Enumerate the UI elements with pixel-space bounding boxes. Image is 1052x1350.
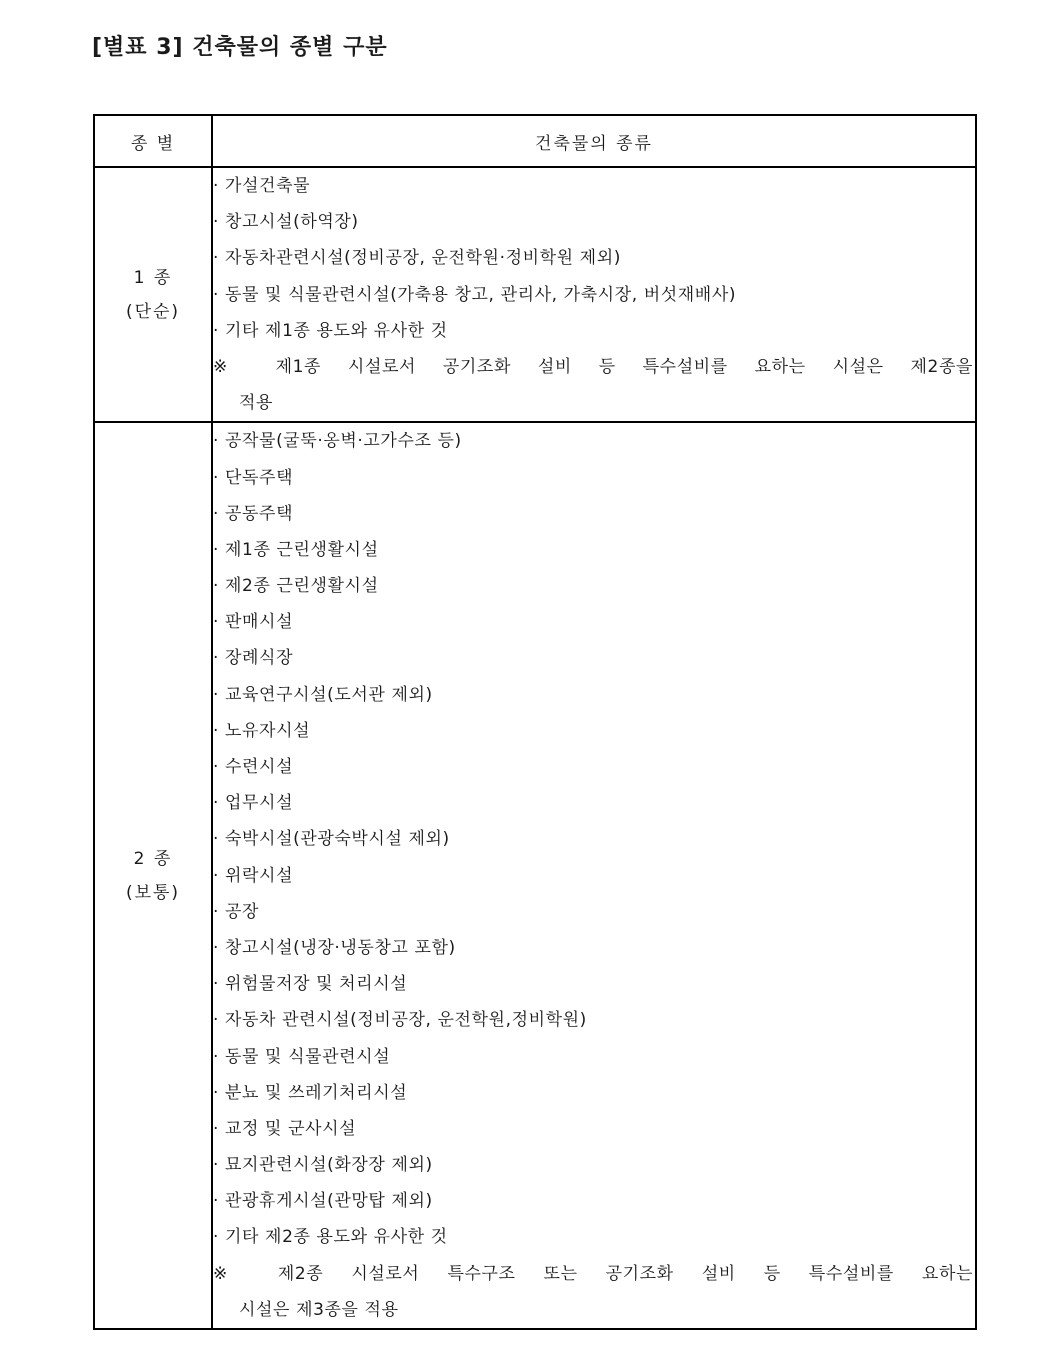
- building-class-table: [93, 114, 977, 1330]
- kind-cell-2: [212, 422, 976, 1329]
- list-item: · 기타 제2종 용도와 유사한 것: [213, 1227, 448, 1248]
- note-line-2: 적용: [239, 393, 274, 414]
- list-item: · 분뇨 및 쓰레기처리시설: [213, 1082, 408, 1103]
- list-item: · 교정 및 군사시설: [213, 1118, 357, 1139]
- note: [213, 1256, 975, 1328]
- note-line-1: ※ 제2종 시설로서 특수구조 또는 공기조화 설비 등 특수설비를 요하는: [213, 1263, 973, 1284]
- kind-list: [213, 423, 975, 1255]
- list-item: · 판매시설: [213, 612, 294, 633]
- list-item: · 자동차 관련시설(정비공장, 운전학원,정비학원): [213, 1010, 587, 1031]
- note-line-1: ※ 제1종 시설로서 공기조화 설비 등 특수설비를 요하는 시설은 제2종을: [213, 356, 973, 377]
- list-item: · 창고시설(하역장): [213, 212, 359, 233]
- note: [213, 349, 975, 421]
- list-item: · 창고시설(냉장·냉동창고 포함): [213, 937, 456, 958]
- list-item: · 동물 및 식물관련시설: [213, 1046, 391, 1067]
- class-number: 2 종: [133, 848, 173, 869]
- list-item: · 노유자시설: [213, 720, 311, 741]
- header-class: 종 별: [94, 115, 212, 167]
- table-row-class-1: [94, 167, 976, 422]
- class-cell-2: [94, 422, 212, 1329]
- class-cell-1: [94, 167, 212, 422]
- list-item: · 업무시설: [213, 793, 294, 814]
- list-item: · 제1종 근린생활시설: [213, 539, 379, 560]
- list-item: · 위락시설: [213, 865, 294, 886]
- list-item: · 교육연구시설(도서관 제외): [213, 684, 433, 705]
- class-number: 1 종: [133, 267, 173, 288]
- table-header-row: [94, 115, 976, 167]
- class-name: (단순): [125, 301, 181, 322]
- list-item: · 기타 제1종 용도와 유사한 것: [213, 320, 448, 341]
- kind-cell-1: [212, 167, 976, 422]
- list-item: · 단독주택: [213, 467, 294, 488]
- list-item: · 묘지관련시설(화장장 제외): [213, 1155, 433, 1176]
- header-kind: 건축물의 종류: [212, 115, 976, 167]
- list-item: · 공작물(굴뚝·옹벽·고가수조 등): [213, 431, 462, 452]
- list-item: · 제2종 근린생활시설: [213, 576, 379, 597]
- list-item: · 위험물저장 및 처리시설: [213, 974, 408, 995]
- note-line-2: 시설은 제3종을 적용: [239, 1299, 399, 1320]
- list-item: · 공장: [213, 901, 260, 922]
- table-row-class-2: [94, 422, 976, 1329]
- list-item: · 수련시설: [213, 757, 294, 778]
- list-item: · 가설건축물: [213, 176, 311, 196]
- document-title: [별표 3] 건축물의 종별 구분: [92, 35, 388, 60]
- list-item: · 관광휴게시설(관망탑 제외): [213, 1191, 433, 1212]
- list-item: · 자동차관련시설(정비공장, 운전학원·정비학원 제외): [213, 248, 621, 269]
- list-item: · 동물 및 식물관련시설(가축용 창고, 관리사, 가축시장, 버섯재배사): [213, 284, 737, 305]
- kind-list: [213, 168, 975, 349]
- list-item: · 장례식장: [213, 648, 294, 669]
- class-name: (보통): [125, 882, 181, 903]
- list-item: · 숙박시설(관광숙박시설 제외): [213, 829, 450, 850]
- list-item: · 공동주택: [213, 503, 294, 524]
